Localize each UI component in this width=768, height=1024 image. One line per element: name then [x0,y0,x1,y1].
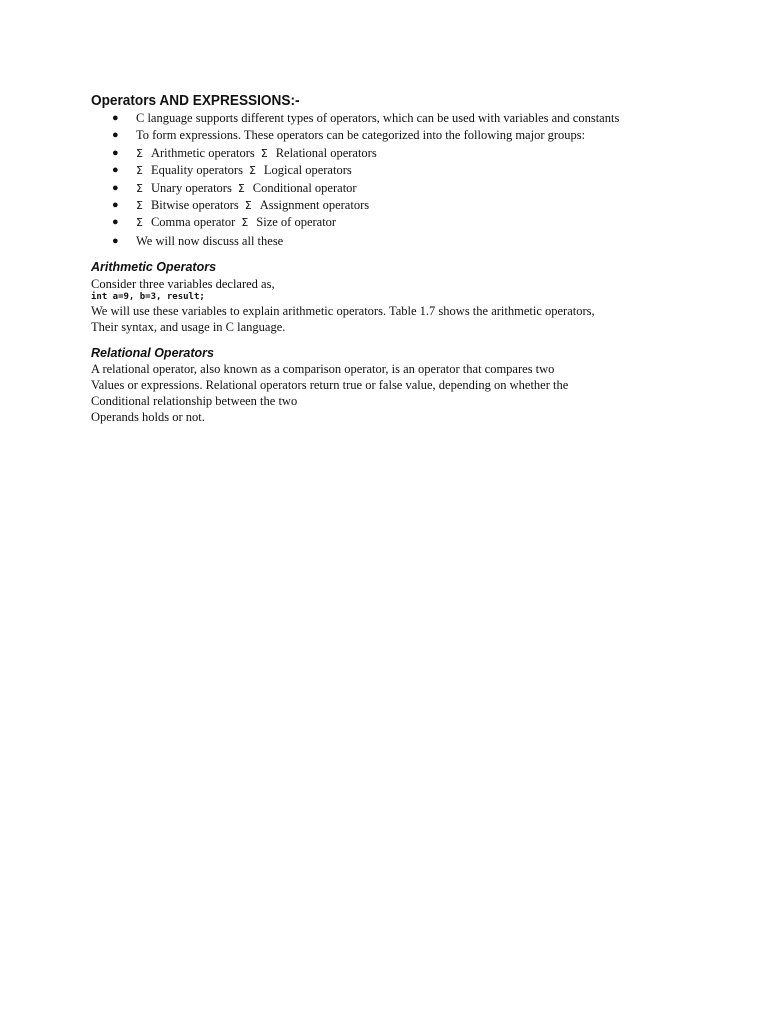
list-item-text [136,162,352,179]
list-item [0,214,768,231]
list-item-text: We will now discuss all these [136,233,284,248]
list-item [0,180,768,197]
sigma-icon: Σ [237,181,245,195]
sigma-icon: Σ [248,164,256,178]
arithmetic-intro: Consider three variables declared as, [91,277,275,291]
bullet-icon: ● [112,216,119,229]
operator-group-right: Assignment operators [259,197,370,212]
bullet-icon: ● [112,129,119,142]
list-item-text: To form expressions. These operators can be categorized into the following major groups: [136,128,586,143]
list-item-text: C language supports different types of operators, which can be used with variables and constants [136,111,620,125]
arithmetic-heading: Arithmetic Operators [91,260,217,274]
paragraph-line: A relational operator, also known as a comparison operator, is an operator that compares two [91,362,555,376]
relational-paragraph [91,361,568,425]
list-item [0,145,768,162]
operator-group-left: Unary operators [150,180,232,195]
arithmetic-paragraph [91,303,595,335]
bullet-icon: ● [112,234,119,247]
list-item [0,197,768,214]
paragraph-line: Conditional relationship between the two [91,394,298,408]
operator-groups-list [0,110,768,250]
bullet-icon: ● [112,181,119,194]
list-item [0,162,768,179]
sigma-icon: Σ [136,146,143,160]
operator-group-left: Arithmetic operators [150,145,255,160]
list-item [0,127,768,144]
bullet-icon: ● [112,198,119,211]
sigma-icon: Σ [136,164,143,178]
operator-group-right: Relational operators [275,145,377,160]
list-item-text [136,180,357,197]
code-snippet: int a=9, b=3, result; [91,292,205,302]
operator-group-left: Bitwise operators [150,197,239,212]
operator-group-left: Equality operators [150,163,243,178]
paragraph-line: We will use these variables to explain arithmetic operators. Table 1.7 shows the arithmetic operators, [91,304,595,318]
sigma-icon: Σ [241,216,249,230]
bullet-icon: ● [112,146,119,159]
paragraph-line: Values or expressions. Relational operators return true or false value, depending on whether the [91,378,569,392]
list-item [0,110,768,127]
operator-group-right: Size of operator [256,215,337,230]
operator-group-right: Logical operators [263,163,352,178]
list-item [0,233,768,250]
bullet-icon: ● [112,112,119,124]
paragraph-line: Operands holds or not. [91,410,205,424]
list-item-text [136,197,369,214]
list-item-text [136,145,377,162]
sigma-icon: Σ [136,181,143,195]
operator-group-right: Conditional operator [252,180,357,195]
bullet-icon: ● [112,164,119,177]
operator-group-left: Comma operator [150,215,236,230]
sigma-icon: Σ [260,146,268,160]
section-heading: Operators AND EXPRESSIONS:- [91,93,300,109]
list-item-text [136,214,336,231]
sigma-icon: Σ [136,216,143,230]
sigma-icon: Σ [244,198,252,212]
paragraph-line: Their syntax, and usage in C language. [91,320,286,334]
relational-heading: Relational Operators [91,346,214,360]
sigma-icon: Σ [136,198,143,212]
